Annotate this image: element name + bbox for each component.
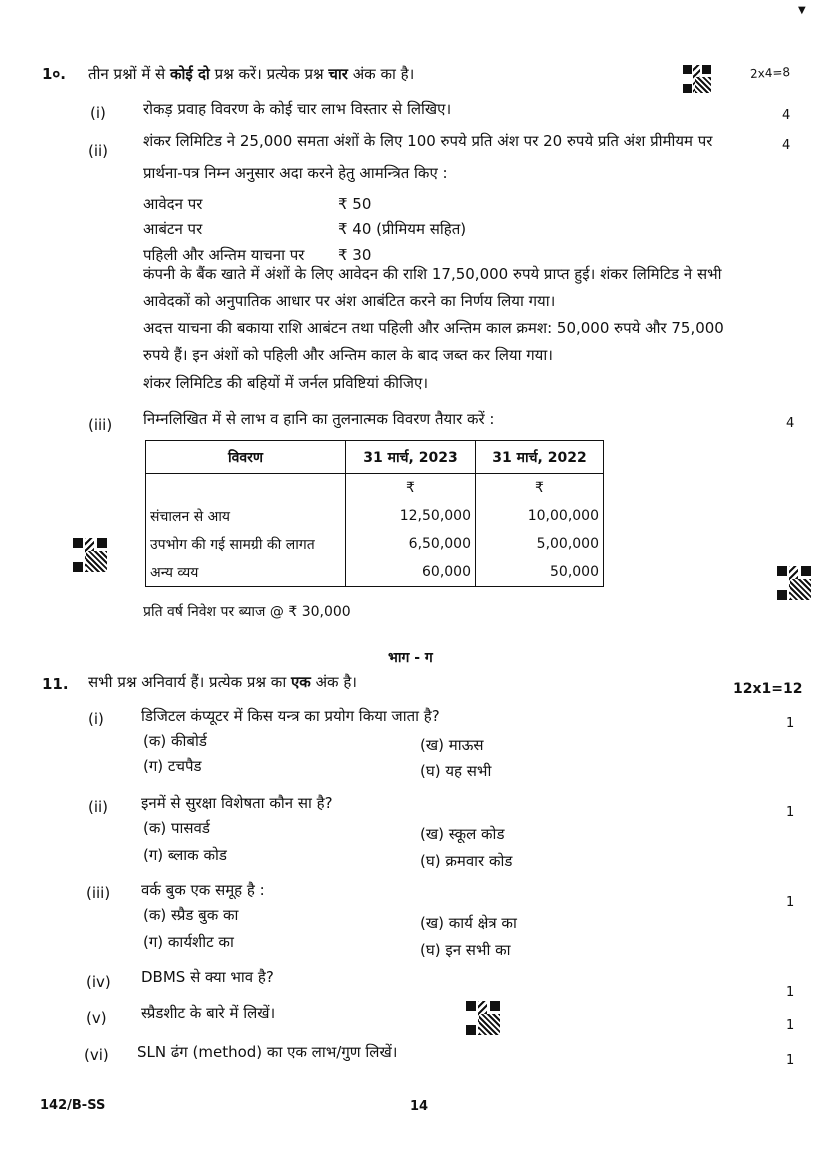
comparative-statement-table [145,440,604,587]
subquestion-text: स्प्रैडशीट के बारे में लिखें। [141,1004,276,1022]
subquestion-text: DBMS से क्या भाव है? [141,968,274,986]
subquestion-text-line: प्रार्थना-पत्र निम्न अनुसार अदा करने हेतु आमन्त्रित किए : [143,164,448,182]
question-instruction: तीन प्रश्नों में से कोई दो प्रश्न करें। प्रत्येक प्रश्न चार अंक का है। [88,65,415,83]
marks: 4 [782,138,791,153]
table-cell: 50,000 [476,558,604,587]
subquestion-text: SLN ढंग (method) का एक लाभ/गुण लिखें। [137,1043,398,1061]
marks: 1 [786,1053,795,1068]
table-cell [146,474,346,503]
subquestion-label: (vi) [84,1046,109,1064]
subquestion-text: डिजिटल कंप्यूटर में किस यन्त्र का प्रयोग किया जाता है? [141,707,440,725]
table-cell: उपभोग की गई सामग्री की लागत [146,530,346,558]
subquestion-label: (ii) [88,798,109,816]
subquestion-label: (iii) [86,884,111,902]
option: (घ) इन सभी का [420,941,511,959]
table-cell: 10,00,000 [476,502,604,530]
table-header: विवरण [146,441,346,474]
subquestion-label: (iv) [86,973,111,991]
question-instruction: सभी प्रश्न अनिवार्य हैं। प्रत्येक प्रश्न का एक अंक है। [88,673,357,691]
subquestion-text-line: रुपये हैं। इन अंशों को पहिली और अन्तिम काल के बाद जब्त कर लिया गया। [143,346,553,364]
subquestion-text: इनमें से सुरक्षा विशेषता कौन सा है? [141,794,333,812]
option: (ग) ब्लाक कोड [143,846,227,864]
subquestion-text: रोकड़ प्रवाह विवरण के कोई चार लाभ विस्तार से लिखिए। [143,100,452,118]
subquestion-text-line: आवेदकों को अनुपातिक आधार पर अंश आबंटित करने का निर्णय लिया गया। [143,292,556,310]
subquestion-label: (ii) [88,142,109,160]
marks: 4 [782,108,791,123]
qr-code-icon [465,1000,501,1036]
subquestion-text-line: अदत्त याचना की बकाया राशि आबंटन तथा पहिली और अन्तिम काल क्रमश: 50,000 रुपये और 75,000 [143,319,724,337]
question-number: 1०. [42,65,66,83]
table-note: प्रति वर्ष निवेश पर ब्याज @ ₹ 30,000 [143,604,351,620]
option: (घ) क्रमवार कोड [420,852,513,870]
payment-label: आवेदन पर [143,195,203,213]
option: (घ) यह सभी [420,762,492,780]
payment-value: ₹ 40 (प्रीमियम सहित) [338,220,467,238]
page-number: 14 [410,1099,429,1114]
subquestion-label: (i) [88,710,104,728]
table-cell: 12,50,000 [346,502,476,530]
option: (क) स्प्रैड बुक का [143,906,239,924]
subquestion-text-line: शंकर लिमिटिड की बहियों में जर्नल प्रविष्टियां कीजिए। [143,374,429,392]
section-title: भाग - ग [388,650,433,666]
option: (ख) कार्य क्षेत्र का [420,914,517,932]
table-cell: ₹ [476,474,604,503]
subquestion-text-line: कंपनी के बैंक खाते में अंशों के लिए आवेदन की राशि 17,50,000 रुपये प्राप्त हुई। शंकर लिमिटिड ने सभी [143,265,722,283]
payment-value: ₹ 50 [338,195,372,213]
payment-value: ₹ 30 [338,246,372,264]
option: (ग) टचपैड [143,757,202,775]
payment-label: पहिली और अन्तिम याचना पर [143,246,305,264]
marks: 1 [786,805,795,820]
marks: 1 [786,1018,795,1033]
table-row [146,530,604,558]
table-row [146,558,604,587]
table-cell: संचालन से आय [146,502,346,530]
marks: 1 [786,985,795,1000]
table-header: 31 मार्च, 2022 [476,441,604,474]
table-cell: 5,00,000 [476,530,604,558]
option: (क) कीबोर्ड [143,732,207,750]
table-row [146,502,604,530]
qr-code-icon [72,537,108,573]
corner-mark: ▼ [798,5,806,16]
question-number: 11. [42,675,69,693]
qr-code-icon [682,64,712,94]
option: (ख) माऊस [420,736,484,754]
option: (ग) कार्यशीट का [143,933,234,951]
option: (क) पासवर्ड [143,819,210,837]
marks: 4 [786,416,795,431]
table-cell: 60,000 [346,558,476,587]
payment-label: आबंटन पर [143,220,203,238]
subquestion-text: वर्क बुक एक समूह है : [141,881,265,899]
marks: 1 [786,895,795,910]
marks-total: 12x1=12 [733,681,803,697]
subquestion-text: निम्नलिखित में से लाभ व हानि का तुलनात्मक विवरण तैयार करें : [143,410,495,428]
table-cell: 6,50,000 [346,530,476,558]
subquestion-label: (iii) [88,416,113,434]
subquestion-text-line: शंकर लिमिटिड ने 25,000 समता अंशों के लिए 100 रुपये प्रति अंश पर 20 रुपये प्रति अंश प्रीमीयम पर [143,132,713,150]
subquestion-label: (v) [86,1009,107,1027]
table-cell: अन्य व्यय [146,558,346,587]
qr-code-icon [776,565,816,605]
subquestion-label: (i) [90,104,106,122]
table-header: 31 मार्च, 2023 [346,441,476,474]
marks: 1 [786,716,795,731]
marks-total: 2x4=8 [749,64,791,82]
option: (ख) स्कूल कोड [420,825,505,843]
table-cell: ₹ [346,474,476,503]
paper-code: 142/B-SS [40,1098,106,1113]
